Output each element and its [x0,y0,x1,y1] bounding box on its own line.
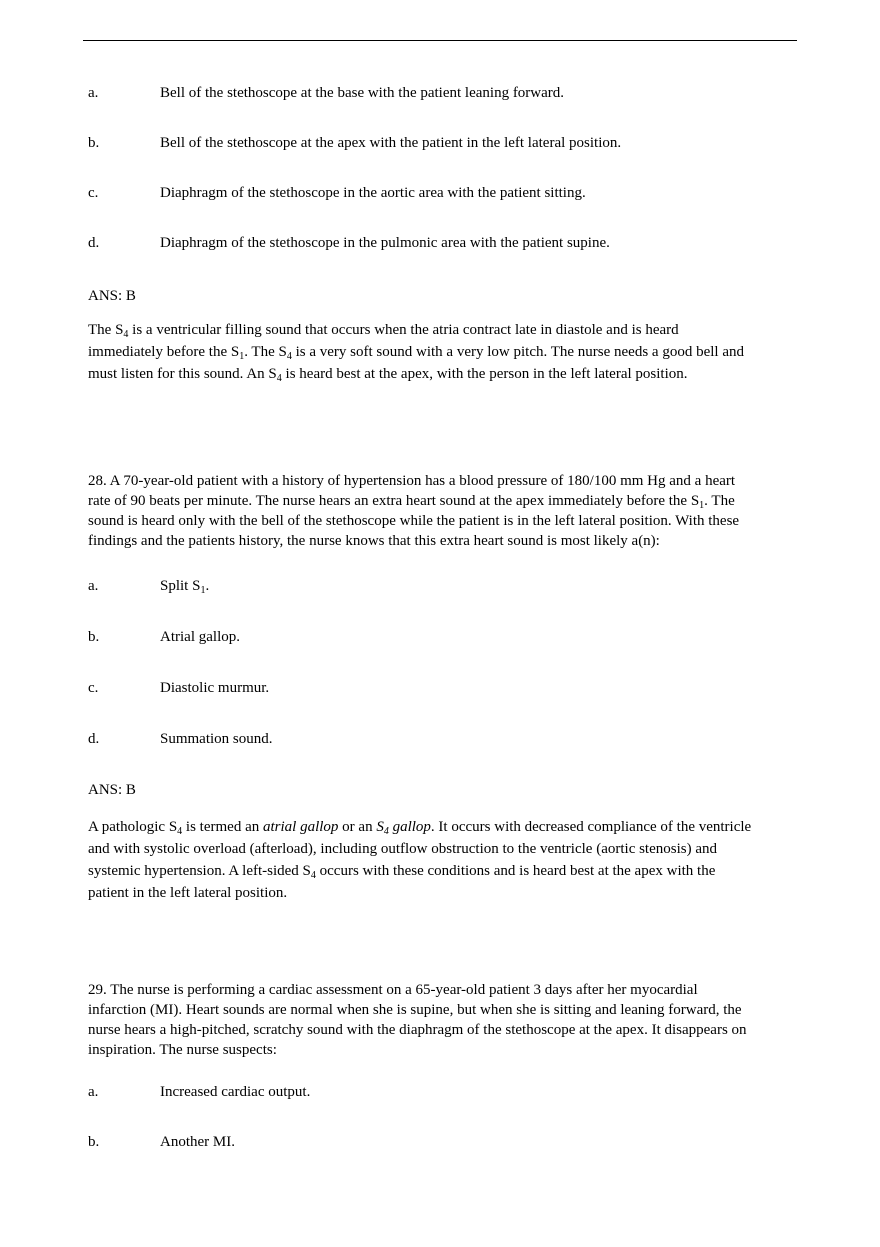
text-segment: 4 [276,373,282,384]
text-line [88,491,808,511]
option-text [160,678,269,698]
q28-explanation [88,816,808,904]
text-line [88,816,808,838]
header-rule [83,40,797,41]
text-segment: . The [704,493,735,509]
text-segment: is a ventricular filling sound that occurs when the atria contract late in diastole and is heard [128,322,679,338]
text-segment: . [205,578,210,594]
q28-answer: ANS: B [88,782,136,798]
text-segment: and with systolic overload (afterload), including outflow obstruction to the ventricle (aortic stenosis) and [88,841,718,857]
q27-answer: ANS: B [88,288,136,304]
text-line [88,341,808,363]
q29-question [88,980,808,1060]
option-letter: c. [88,680,99,696]
text-line [88,511,808,531]
text-segment: findings and the patients history, the nurse knows that this extra heart sound is most likely a(n): [88,533,660,549]
option-text [160,1082,310,1102]
text-segment: atrial gallop [262,819,339,835]
text-line [88,1020,808,1040]
text-line [88,363,808,385]
text-segment: 4 [310,870,316,881]
text-line [88,319,808,341]
text-segment: 4 [177,826,183,837]
text-segment: must listen for this sound. An S [88,366,277,382]
option-letter: c. [88,185,99,201]
text-segment: occurs with these conditions and is heard best at the apex with the [315,863,716,879]
text-segment: 1 [699,500,705,511]
option-letter: b. [88,135,100,151]
option-letter: a. [88,1084,99,1100]
option-letter: b. [88,1134,100,1150]
text-segment: 29. The nurse is performing a cardiac assessment on a 65-year-old patient 3 days after her myocardial [88,982,698,998]
text-segment: nurse hears a high-pitched, scratchy sound with the diaphragm of the stethoscope at the apex. It disappears on [88,1022,747,1038]
option-letter: d. [88,235,100,251]
text-segment: Increased cardiac output. [160,1084,311,1100]
option-text: Bell of the stethoscope at the base with the patient leaning forward. [160,85,565,101]
text-segment: Summation sound. [160,731,273,747]
option-text [160,576,209,596]
text-segment: inspiration. The nurse suspects: [88,1042,277,1058]
text-segment: 4 [286,351,292,362]
text-segment: immediately before the S [88,344,240,360]
option-letter: a. [88,578,99,594]
option-text [160,1132,235,1152]
text-line [88,980,808,1000]
option-text: Diaphragm of the stethoscope in the pulmonic area with the patient supine. [160,235,610,251]
q28-question [88,471,808,551]
text-segment: is termed an [182,819,263,835]
text-segment: patient in the left lateral position. [88,885,288,901]
text-segment: is heard best at the apex, with the person in the left lateral position. [281,366,688,382]
q27-explanation [88,319,808,385]
text-line [88,860,808,882]
option-text: Bell of the stethoscope at the apex with the patient in the left lateral position. [160,135,622,151]
text-segment: gallop [388,819,431,835]
text-segment: Diastolic murmur. [160,680,270,696]
text-segment: rate of 90 beats per minute. The nurse hears an extra heart sound at the apex immediately before the S [88,493,700,509]
text-line [88,838,808,860]
text-segment: systemic hypertension. A left-sided S [88,863,311,879]
text-segment: is a very soft sound with a very low pitch. The nurse needs a good bell and [291,344,744,360]
text-line [88,1000,808,1020]
text-line [88,1040,808,1060]
text-segment: 28. A 70-year-old patient with a history of hypertension has a blood pressure of 180/100 mm Hg and a heart [88,473,736,489]
text-segment: 1 [239,351,245,362]
text-line [88,882,808,904]
text-segment: sound is heard only with the bell of the stethoscope while the patient is in the left lateral position. With these [88,513,740,529]
text-segment: or an [338,819,377,835]
text-segment: . It occurs with decreased compliance of the ventricle [430,819,752,835]
option-text [160,627,240,647]
text-segment: 1 [200,585,206,596]
option-letter: b. [88,629,100,645]
text-segment: 4 [123,329,129,340]
text-segment: The S [88,322,124,338]
text-segment: Another MI. [160,1134,235,1150]
text-segment: 4 [383,826,389,837]
option-text [160,729,273,749]
option-text: Diaphragm of the stethoscope in the aortic area with the patient sitting. [160,185,586,201]
option-letter: a. [88,85,99,101]
text-segment: infarction (MI). Heart sounds are normal when she is supine, but when she is sitting and leaning forward, the [88,1002,742,1018]
text-segment: S [376,819,384,835]
text-line [88,471,808,491]
text-segment: Atrial gallop. [160,629,240,645]
text-segment: Split S [160,578,201,594]
option-letter: d. [88,731,100,747]
text-segment: . The S [244,344,287,360]
text-line [88,531,808,551]
text-segment: A pathologic S [88,819,178,835]
